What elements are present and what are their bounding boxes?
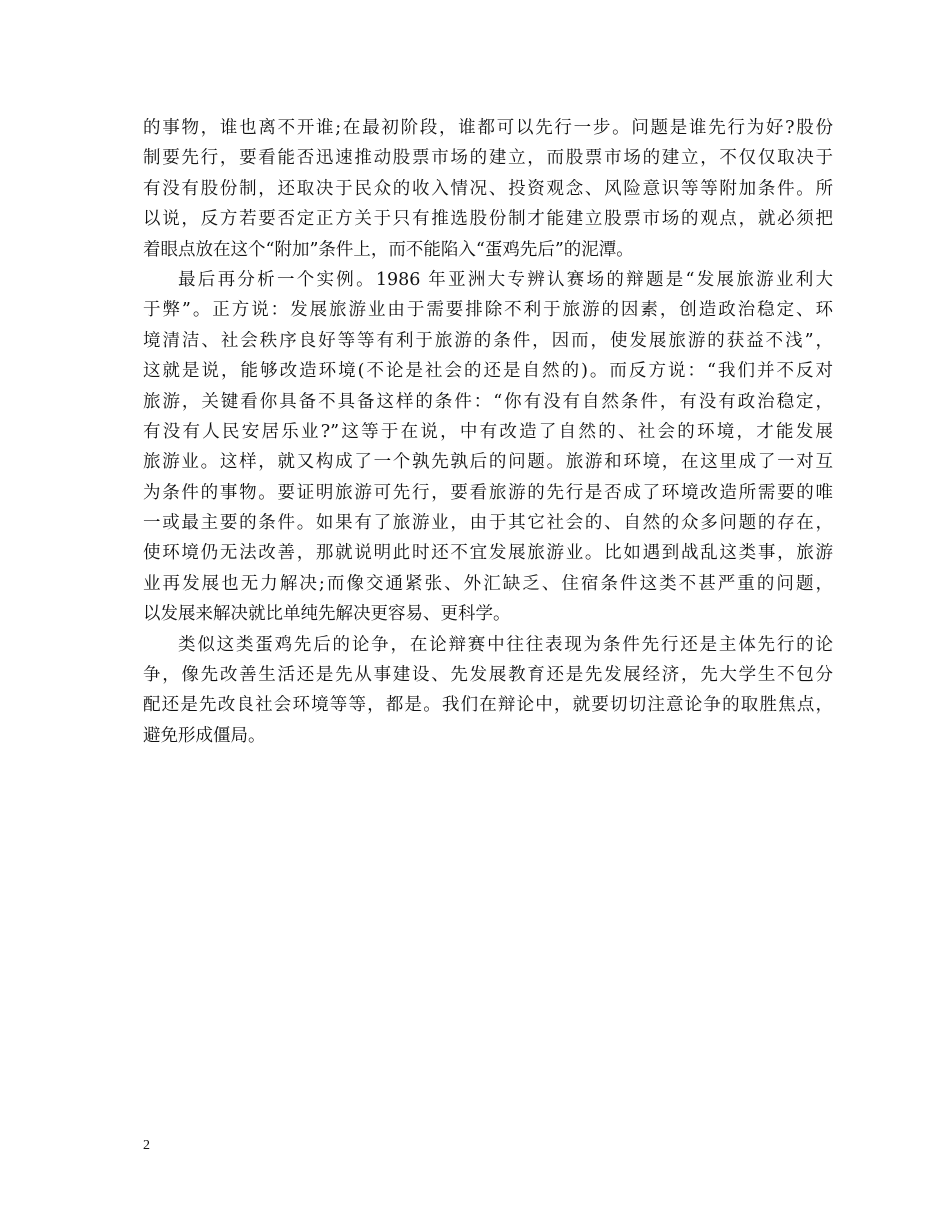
text-line: 业再发展也无力解决;而像交通紧张、外汇缺乏、住宿条件这类不甚严重的问题， xyxy=(143,573,833,594)
text-line: 这就是说，能够改造环境(不论是社会的还是自然的)。而反方说：“我们并不反对 xyxy=(143,361,833,382)
paragraph-1 xyxy=(143,113,833,265)
text-line: 境清洁、社会秩序良好等等有利于旅游的条件，因而，使发展旅游的获益不浅”， xyxy=(143,330,833,351)
text-line: 最后再分析一个实例。1986 年亚洲大专辨认赛场的辩题是“发展旅游业利大 xyxy=(178,269,833,290)
text-line: 有没有人民安居乐业?”这等于在说，中有改造了自然的、社会的环境，才能发展 xyxy=(143,421,833,442)
text-line: 于弊”。正方说：发展旅游业由于需要排除不利于旅游的因素，创造政治稳定、环 xyxy=(143,300,833,321)
text-line: 以发展来解决就比单纯先解决更容易、更科学。 xyxy=(143,604,511,625)
body-text xyxy=(143,113,833,751)
text-line: 制要先行，要看能否迅速推动股票市场的建立，而股票市场的建立，不仅仅取决于 xyxy=(143,148,833,169)
paragraph-2 xyxy=(143,265,833,630)
text-line: 配还是先改良社会环境等等，都是。我们在辩论中，就要切切注意论争的取胜焦点， xyxy=(143,695,833,716)
text-line: 一或最主要的条件。如果有了旅游业，由于其它社会的、自然的众多问题的存在， xyxy=(143,513,833,534)
text-line: 的事物，谁也离不开谁;在最初阶段，谁都可以先行一步。问题是谁先行为好?股份 xyxy=(143,118,833,138)
text-line: 使环境仍无法改善，那就说明此时还不宜发展旅游业。比如遇到战乱这类事，旅游 xyxy=(143,543,833,564)
text-line: 避免形成僵局。 xyxy=(143,725,266,746)
text-line: 有没有股份制，还取决于民众的收入情况、投资观念、风险意识等等附加条件。所 xyxy=(143,178,833,199)
page-number: 2 xyxy=(143,1138,150,1153)
text-line: 以说，反方若要否定正方关于只有推选股份制才能建立股票市场的观点，就必须把 xyxy=(143,209,833,230)
text-line: 类似这类蛋鸡先后的论争，在论辩赛中往往表现为条件先行还是主体先行的论 xyxy=(178,634,833,655)
text-line: 为条件的事物。要证明旅游可先行，要看旅游的先行是否成了环境改造所需要的唯 xyxy=(143,482,833,503)
text-line: 旅游业。这样，就又构成了一个孰先孰后的问题。旅游和环境，在这里成了一对互 xyxy=(143,452,833,473)
text-line: 旅游，关键看你具备不具备这样的条件：“你有没有自然条件，有没有政治稳定， xyxy=(143,391,833,412)
text-line: 争，像先改善生活还是先从事建设、先发展教育还是先发展经济，先大学生不包分 xyxy=(143,665,833,686)
text-line: 着眼点放在这个“附加”条件上，而不能陷入“蛋鸡先后”的泥潭。 xyxy=(143,239,634,260)
paragraph-3 xyxy=(143,630,833,752)
